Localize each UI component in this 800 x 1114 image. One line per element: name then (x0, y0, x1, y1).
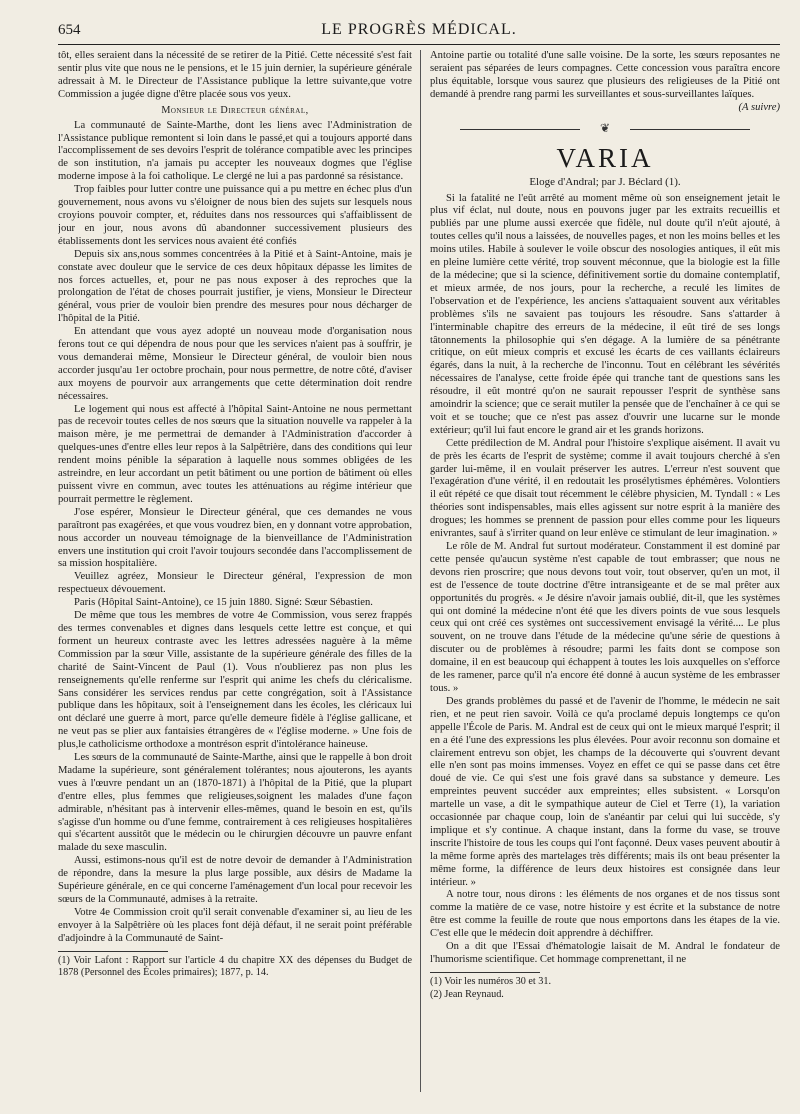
footnote-rule (430, 972, 540, 973)
section-ornament: ❦ (430, 123, 780, 137)
paragraph: A notre tour, nous dirons : les éléments de nos organes et de nos tissus sont comme la matière de ce vase, notre histoire y est écrite et la substance de notre être est comme la feuille de route que nous emportons dans les étapes de la vie. C'est elle que le médecin doit apprendre à déchiffrer. (430, 889, 780, 940)
paragraph: Les sœurs de la communauté de Sainte-Marthe, ainsi que le rappelle à bon droit Madame la supérieure, sont généralement tolérantes; nous ajouterons, les ayants vues à l'œuvre pendant un an (1870-1871) à l'hôpital de la Pitié, que la plupart d'entre elles, plus femmes que religieuses,soignent les malades d'une façon admirable, n'hésitant pas à intervenir elles-mêmes, quand le besoin en est, qu'ils s'agisse d'un homme ou d'une femme, contrairement à ces religieuses hospitalières qui s'écartent aussitôt que le médecin ou le chirurgien découvre un pauvre enfant malade du sexe masculin. (58, 752, 412, 854)
paragraph: Cette prédilection de M. Andral pour l'histoire s'explique aisément. Il avait vu de près les écarts de l'esprit de système; comme il avait toujours cherché à s'en garder lui-même, il en voulait préserver les autres. L'erreur n'est souvent que l'exagération d'une vérité, il en redoutait les prosélytismes éphémères. Volontiers il eût répété ce que disait tout récemment le célèbre physicien, M. Tyndall : « Les théories sont indispensables, mais elles agissent sur notre esprit à la manière des drogues; les hommes se prennent de passion pour elles comme pour les liqueurs enivrantes, sauf à s'irriter quand on leur enlève ce stimulant de leur imagination. » (430, 437, 780, 540)
running-title: LE PROGRÈS MÉDICAL. (321, 21, 517, 38)
column-divider (420, 50, 421, 1092)
paragraph: Votre 4e Commission croit qu'il serait convenable d'examiner si, au lieu de les envoyer à la Salpêtrière où les places font déjà défaut, il ne serait point préférable d'adjoindre à la Communauté de Saint- (58, 906, 412, 944)
paragraph: En attendant que vous ayez adopté un nouveau mode d'organisation nous ferons tout ce qui dépendra de nous pour que les services n'aient pas à souffrir, je vous demanderai même, Monsieur le Directeur général, de vouloir bien nous accorder jusqu'au 1er octobre prochain, pour nous permettre, de notre côté, d'aviser aux moyens de pourvoir aux arrangements que cette détermination doit rendre nécessaires. (58, 326, 412, 402)
paragraph: J'ose espérer, Monsieur le Directeur général, que ces demandes ne vous paraîtront pas exagérées, et que vous voudrez bien, en y donnant votre approbation, nous accorder un nouveau témoignage de la bienveillance de l'Administration envers une institution qui croit l'avoir toujours secondée dans l'accomplissement de sa mission hospitalière. (58, 506, 412, 570)
paragraph: Si la fatalité ne l'eût arrêté au moment même où son enseignement jetait le plus vif éclat, nul doute, nous en pouvons juger par les extraits recueillis et publiés par une plume aussi exercée que fidèle, nul doute qu'il n'eût ajouté, à toutes celles qu'il nous a laissées, de nouvelles pages, et non les moins belles et les moins utiles. Habile à soulever le voile obscur des nosologies antiques, il eût mis en pleine lumière cette vérité, trop souvent méconnue, que la biologie est la fille de la médecine; que si la science, définitivement sortie du domaine contemplatif, et mieux armée, de nos jours, pour la recherche, a reculé les limites de l'observation et de l'expérience, les anciens s'attaquaient souvent aux véritables problèmes s'ils ne savaient pas toujours les résoudre. Sans s'attarder à l'interminable chapitre des erreurs de la médecine, il eût tiré de ses longs tâtonnements la philosophie qui s'en dégage. A la lumière de sa pénétrante critique, on eût mieux compris et excusé les écarts de ces vaillants éclaireurs égarés, dans la nuit, à la recherche de l'inconnu. Tout en célébrant les sévérités nécessaires de l'analyse, cette froide épée qui tranche tant de questions sans les résoudre, il eût montré qu'on ne saurait repousser l'esprit de synthèse sans amoindrir la science; que ce serait mutiler la pensée que de l'enchaîner à ce qui se voit et se touche; que ce n'est pas assez d'ouvrir une lucarne sur le monde extérieur; qu'il lui faut encore le grand air et les grands horizons. (430, 192, 780, 436)
paragraph: La communauté de Sainte-Marthe, dont les liens avec l'Administration de l'Assistance publique remontent si loin dans le passé,et qui a toujours apporté dans l'accomplissement de ses devoirs l'esprit de tolérance compatible avec les principes de son institution, n'a jamais pu accepter les nouveaux dogmes que l'église moderne impose à la foi catholique. Le clergé ne lui a pas pardonné sa résistance. (58, 119, 412, 183)
paragraph: Des grands problèmes du passé et de l'avenir de l'homme, le médecin ne sait rien, et ne peut rien savoir. Voilà ce qu'a proclamé depuis longtemps ce qu'on appelle l'École de Paris. M. Andral est de ceux qui ont le mieux marqué l'esprit; il en a été l'une des expressions les plus élevées. Pour avoir reconnu son domaine et clairement entrevu son objet, les champs de la découverte qui s'ouvrent devant elle n'en sont pas moins immenses. Voyez en effet ce qui se passe dans cet être doué de vie. Ce qui s'est une fois gravé dans sa substance y demeure. Les empreintes peuvent succéder aux empreintes; elles subsistent. « Lorsqu'on martelle un vase, a dit le sympathique auteur de Ciel et Terre (1), la variation occasionnée par chaque coup, loin de s'anéantir par celui qui lui succède, s'y implique et s'y continue. A chaque instant, dans la forme du vase, se trouve inscrite l'histoire de tous les coups qui l'ont façonné. Deux vases peuvent aboutir à la même forme après des martelages très différents; mais ils ont beau présenter la même forme, la différence de leurs deux histoires est consignée dans leur intérieur. » (430, 695, 780, 888)
page-number: 654 (58, 22, 81, 38)
paragraph: De même que tous les membres de votre 4e Commission, vous serez frappés des termes convenables et dignes dans lesquels cette lettre est conçue, et qui forment un heureux contraste avec les lettres adressées naguère à la même Commission par la sœur Ville, assistante de la supérieure générale des filles de la charité de Saint-Vincent de Paul (1). Vous n'oublierez pas non plus les renseignements qu'elle renferme sur l'esprit qui anime les chefs du cléricalisme. Sans considérer les services rendus par cette congrégation, soit à l'Assistance publique dans les hôpitaux, soit à l'enseignement dans les écoles, les cléricaux lui ont déclaré une guerre à mort, parce qu'elle demeure fidèle à l'église gallicane, et ne veut pas se plier aux fantaisies étrangères de « l'église moderne. » Une fois de plus,le catholicisme orthodoxe a montréson esprit d'intolérance haineuse. (58, 610, 412, 751)
paragraph: Le rôle de M. Andral fut surtout modérateur. Constamment il est dominé par cette pensée qu'aucun système n'est capable de tout embrasser; que nous ne devons rien proscrire; que nous devons tout voir, tout observer, qu'en un mot, il est de l'essence de toute doctrine d'être intransigeante et de se mal prêter aux opportunités du progrès. « Je désire n'avoir jamais oublié, dit-il, que les systèmes qui ont dominé la médecine n'ont été que les divers points de vue sous lesquels ceux qui ont créé ces systèmes ont successivement envisagé la vérité.... Le plus souvent, on ne trouve dans l'étude de la médecine qu'une série de questions à discuter ou de problèmes à résoudre; parmi les faits dont se compose son domaine, il en est beaucoup qui échappent à toutes les lois auxquelles on s'efforce de les ramener, parce qu'il n'a encore été donné à aucun système de les embrasser tous. » (430, 541, 780, 694)
letter-salutation: Monsieur le Directeur général, (161, 104, 309, 116)
right-column (430, 50, 780, 1094)
left-column (58, 50, 412, 1094)
paragraph: Veuillez agréez, Monsieur le Directeur général, l'expression de mon respectueux dévouement. (58, 571, 412, 596)
paragraph: Depuis six ans,nous sommes concentrées à la Pitié et à Saint-Antoine, mais je constate avec douleur que le service de ces deux hôpitaux dépasse les limites de nos forces actuelles, et, pour ne pas nous exposer à des reproches que la prolongation de l'état de choses pourrait justifier, je viens, Monsieur le Directeur général, vous prier de vouloir bien prendre des mesures pour nous décharger de l'hôpital de la Pitié. (58, 248, 412, 325)
paragraph: tôt, elles seraient dans la nécessité de se retirer de la Pitié. Cette nécessité s'est fait sentir plus vite que nous ne le pensions, et le 15 juin dernier, la supérieure générale adressait à M. le Directeur de l'Assistance publique la lettre suivante,que votre Commission a jugée digne d'être placée sous vos yeux. (58, 50, 412, 100)
paragraph: Antoine partie ou totalité d'une salle voisine. De la sorte, les sœurs reposantes ne seraient pas séparées de leurs compagnes. Cette concession vous paraîtra encore plus équitable, lorsque vous saurez que plusieurs des religieuses de la Pitié ont demandé à prendre rang parmi les surveillantes et sous-surveillantes laïques. (430, 50, 780, 100)
paragraph: Le logement qui nous est affecté à l'hôpital Saint-Antoine ne nous permettant pas de recevoir toutes celles de nos sœurs que la situation nouvelle va rappeler à la maison mère, je me permettrai de demander à l'Administration d'accorder à quelques-unes d'entre elles leur repos à la Salpêtrière, dans des conditions qui leur rendent moins pénible la séparation à laquelle nous sommes obligées de les astreindre, en leur accordant un petit bâtiment ou une portion de bâtiment où elles puissent vivre en commun, avec toutes les atténuations au régime intérieur que pourrait permettre le règlement. (58, 403, 412, 505)
footnote-rule (58, 951, 168, 952)
paragraph: Aussi, estimons-nous qu'il est de notre devoir de demander à l'Administration de répondre, dans la mesure la plus large possible, aux désirs de Madame la Supérieure générale, en ce qui concerne l'aménagement d'un local pour recevoir les sœurs de la Communauté, admises à la retraite. (58, 855, 412, 905)
footnote: (2) Jean Reynaud. (430, 988, 504, 1000)
paragraph: Trop faibles pour lutter contre une puissance qui a pu mettre en échec plus d'un gouvernement, nous avons vu s'éloigner de nous bien des sujets sur lesquels nous croyions pouvoir compter, et, réduites dans nos ressources qui s'affaiblissent de jour en jour, nous avons dû abandonner successivement plusieurs des établissements dont les services nous avaient été confiés (58, 184, 412, 247)
section-title: VARIA (556, 142, 654, 173)
page-header (58, 18, 780, 45)
letter-signature: Paris (Hôpital Saint-Antoine), ce 15 juin 1880. Signé: Sœur Sébastien. (74, 597, 373, 609)
paragraph: On a dit que l'Essai d'hématologie laisait de M. Andral le fondateur de l'humorisme scientifique. Cet hommage comprenettant, il ne (430, 941, 780, 965)
continued-note: (A suivre) (738, 101, 780, 113)
footnote: (1) Voir Lafont : Rapport sur l'article 4 du chapitre XX des dépenses du Budget de 1878 (Personnel des Écoles primaires); 1877, p. 14. (58, 954, 412, 979)
section-subtitle: Eloge d'Andral; par J. Béclard (1). (529, 175, 681, 188)
footnote: (1) Voir les numéros 30 et 31. (430, 975, 552, 987)
